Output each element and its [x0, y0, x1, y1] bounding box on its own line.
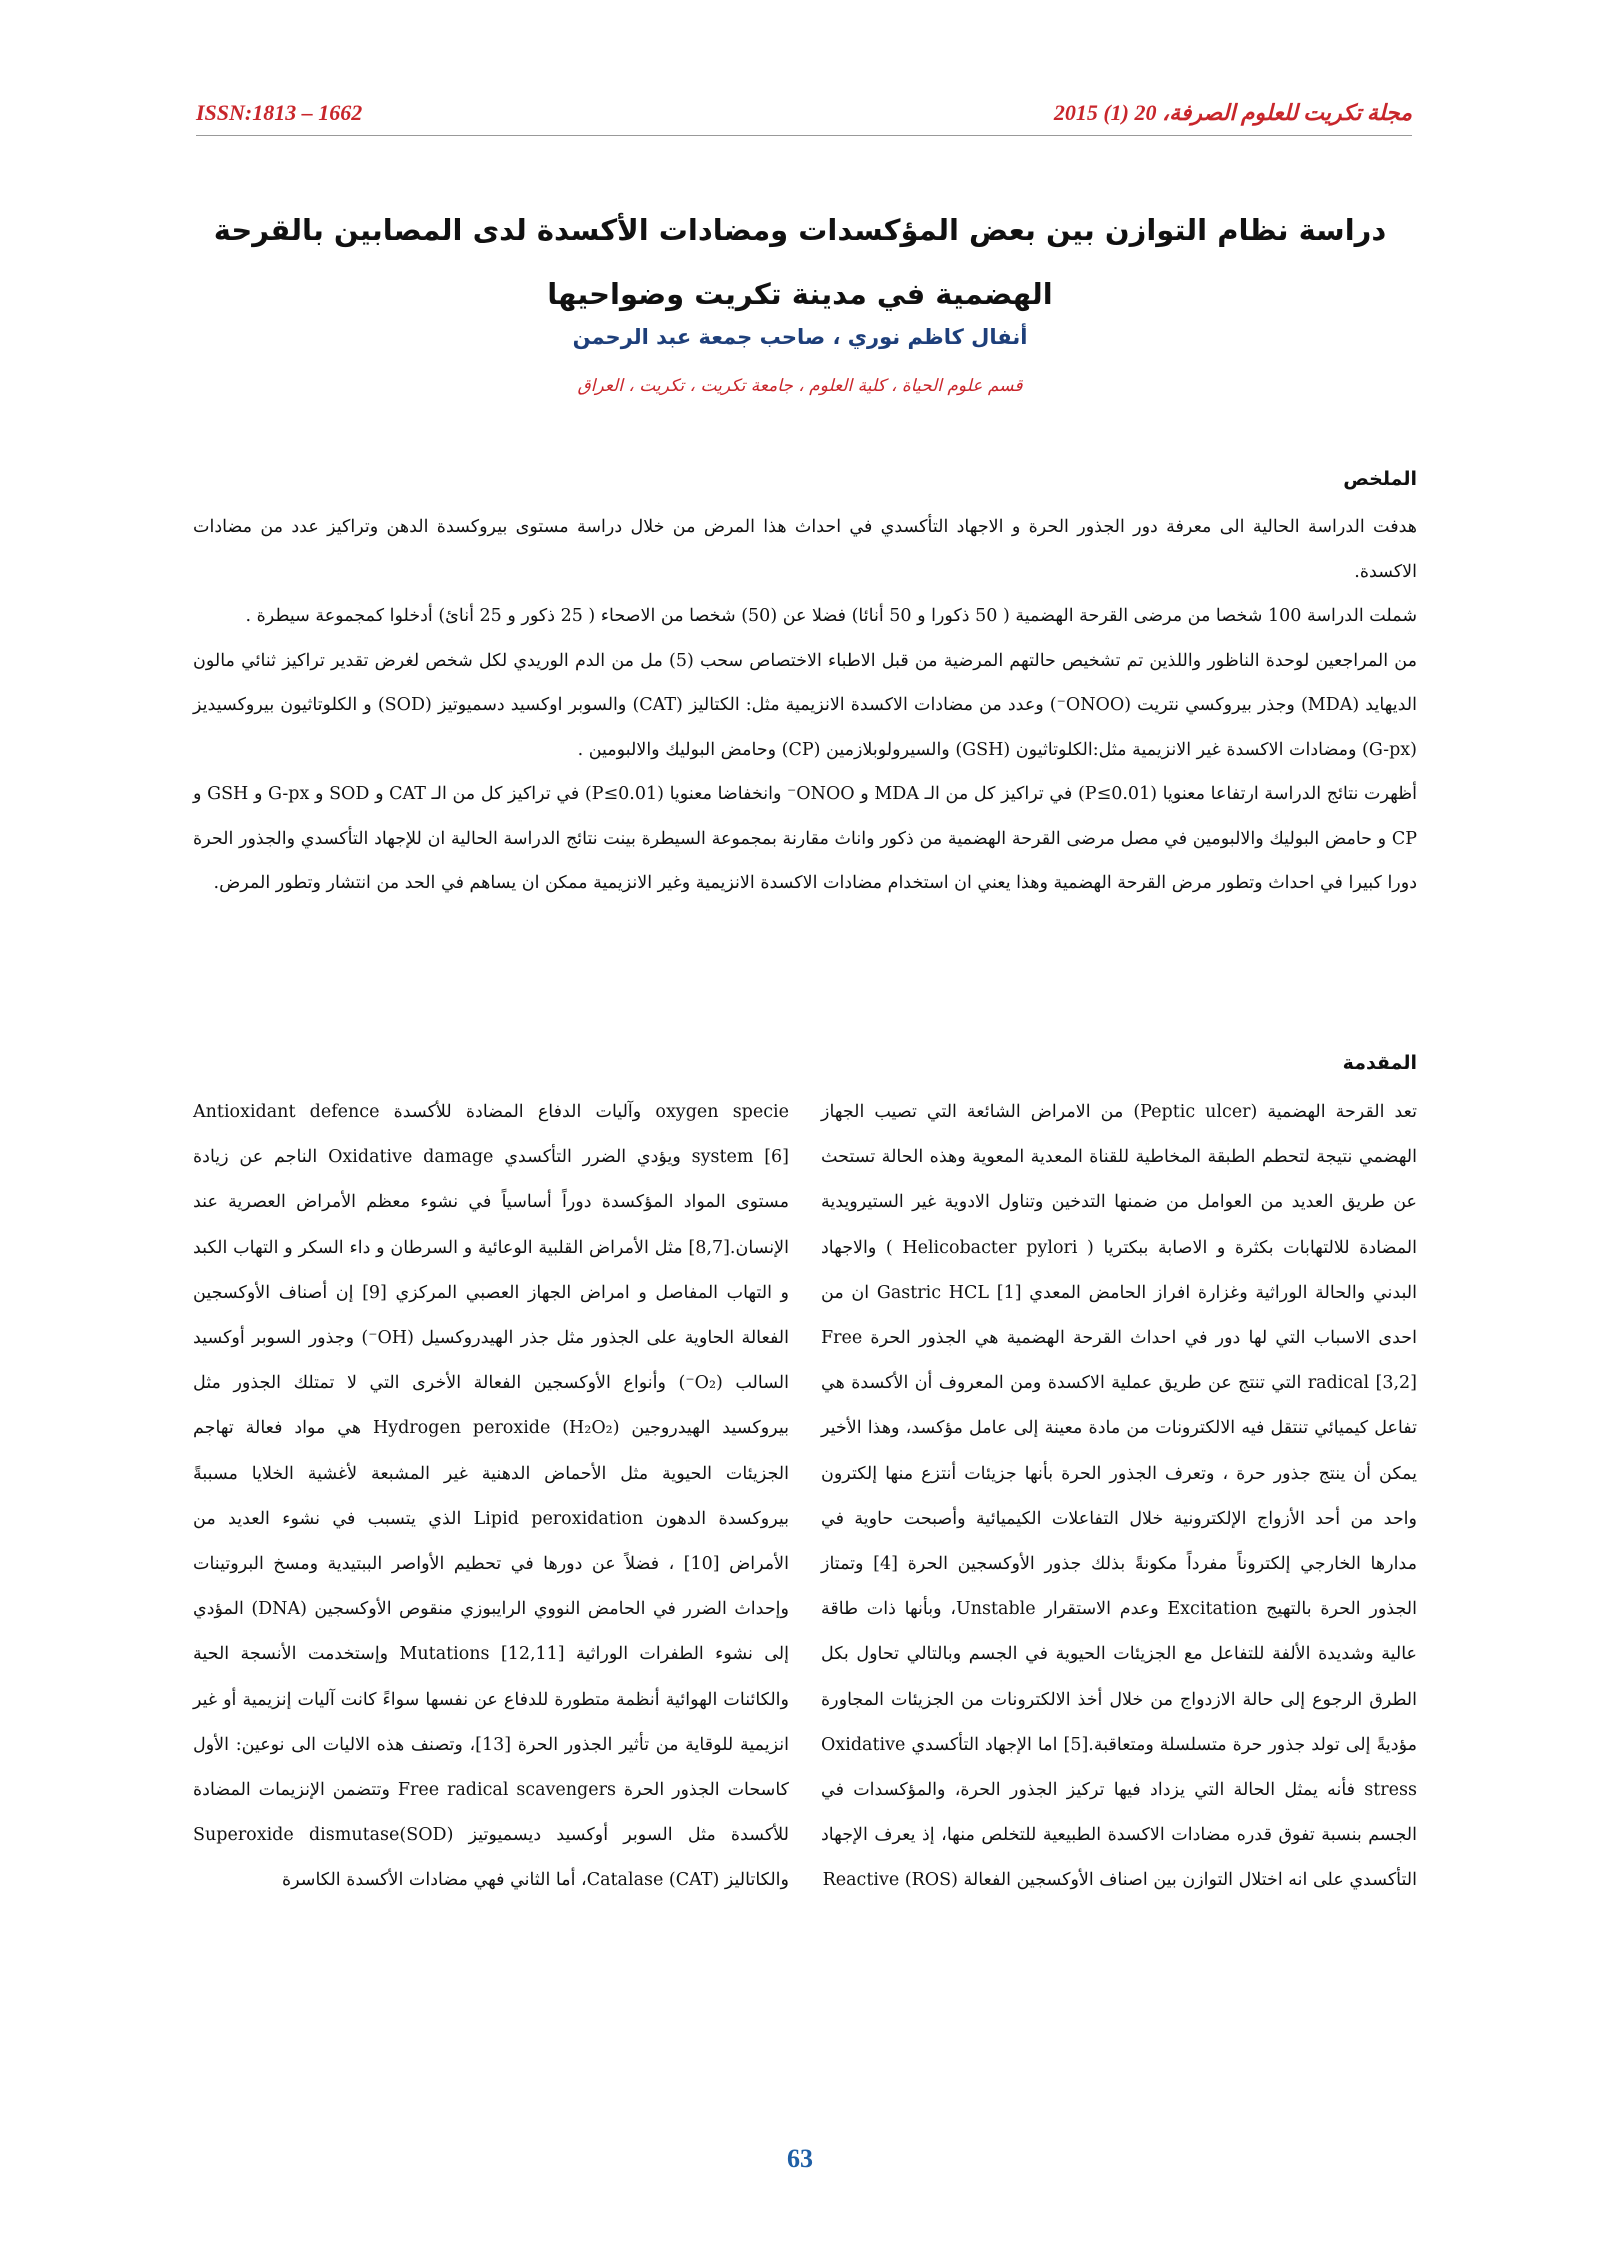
abstract-paragraph-aim: هدفت الدراسة الحالية الى معرفة دور الجذور الحرة و الاجهاد التأكسدي في احداث هذا المرض من خلال دراسة مستوى بيروكسدة الدهن وتراكيز عدد من مضادات الاكسدة. [193, 517, 1417, 582]
journal-header: مجلة تكريت للعلوم الصرفة، 20 (1) 2015 [1053, 100, 1412, 125]
abstract-body [193, 505, 1417, 906]
authors: أنفال كاظم نوري ، صاحب جمعة عبد الرحمن [572, 325, 1028, 349]
abstract-paragraph-results: أظهرت نتائج الدراسة ارتفاعا معنويا (P≤0.01) في تراكيز كل من الـ MDA و ONOO⁻ وانخفاضا معنويا (P≤0.01) في تراكيز كل من الـ CAT و SOD و G-px و GSH و CP و حامض البوليك والالبومين في مصل مرضى القرحة الهضمية من ذكور واناث مقارنة بمجموعة السيطرة بينت نتائج الدراسة الحالية ان للإجهاد التأكسدي والجذور الحرة دورا كبيرا في احداث وتطور مرض القرحة الهضمية وهذا يعني ان استخدام مضادات الاكسدة الانزيمية وغير الانزيمية ممكن ان يساهم في الحد من انتشار وتطور المرض. [193, 784, 1418, 893]
page-number: 63 [787, 2144, 813, 2173]
abstract-paragraph-subjects: شملت الدراسة 100 شخصا من مرضى القرحة الهضمية ( 50 ذكورا و 50 أنائا) فضلا عن (50) شخصا من الاصحاء ( 25 ذكور و 25 أنائ) أدخلوا كمجموعة سيطرة . [245, 606, 1417, 626]
header-divider [196, 135, 1412, 136]
introduction-heading: المقدمة [1342, 1052, 1417, 1074]
abstract-paragraph-methods: من المراجعين لوحدة الناظور واللذين تم تشخيص حالتهم المرضية من قبل الاطباء الاختصاص سحب (5) مل من الدم الوريدي لكل شخص لغرض تقدير تراكيز ثنائي مالون الديهايد (MDA) وجذر بيروكسي نتريت (ONOO⁻) وعدد من مضادات الاكسدة الانزيمية مثل: الكتاليز (CAT) والسوبر اوكسيد دسميوتيز (SOD) و الكلوتاثيون بيروكسيديز (G-px) ومضادات الاكسدة غير الانزيمية مثل:الكلوتاثيون (GSH) والسيرولوبلازمين (CP) وحامض البوليك والالبومين . [193, 650, 1417, 760]
introduction-column-right: تعد القرحة الهضمية (Peptic ulcer) من الامراض الشائعة التي تصيب الجهاز الهضمي نتيجة لتحطم الطبقة المخاطية للقناة المعدية المعوية وهذه الحالة تستحث عن طريق العديد من العوامل من ضمنها التدخين وتناول الادوية غير الستيرويدية المضادة للالتهابات بكثرة و الاصابة ببكتريا ( Helicobacter pylori ) والاجهاد البدني والحالة الوراثية وغزارة افراز الحامض المعدي Gastric HCL [1] ان من احدى الاسباب التي لها دور في احداث القرحة الهضمية هي الجذور الحرة Free radical [3,2] التي تنتج عن طريق عملية الاكسدة ومن المعروف أن الأكسدة هي تفاعل كيميائي تنتقل فيه الالكترونات من مادة معينة إلى عامل مؤكسد، وهذا الأخير يمكن أن ينتج جذور حرة ، وتعرف الجذور الحرة بأنها جزيئات أنتزع منها إلكترون واحد من أحد الأزواج الإلكترونية خلال التفاعلات الكيميائية وأصبحت حاوية في مدارها الخارجي إلكتروناً مفرداً مكونةً بذلك جذور الأوكسجين الحرة [4] وتمتاز الجذور الحرة بالتهيج Excitation وعدم الاستقرار Unstable، وبأنها ذات طاقة عالية وشديدة الألفة للتفاعل مع الجزيئات الحيوية في الجسم وبالتالي تحاول بكل الطرق الرجوع إلى حالة الازدواج من خلال أخذ الالكترونات من الجزيئات المجاورة مؤديةً إلى تولد جذور حرة متسلسلة ومتعاقبة.[5] اما الإجهاد التأكسدي Oxidative stress فأنه يمثل الحالة التي يزداد فيها تركيز الجذور الحرة، والمؤكسدات في الجسم بنسبة تفوق قدره مضادات الاكسدة الطبيعية للتخلص منها، إذ يعرف الإجهاد التأكسدي على انه اختلال التوازن بين اصناف الأوكسجين الفعالة (ROS) Reactive [821, 1102, 1418, 1891]
abstract-heading: الملخص [1343, 468, 1417, 490]
affiliation: قسم علوم الحياة ، كلية العلوم ، جامعة تكريت ، تكريت ، العراق [577, 376, 1023, 396]
introduction-column-left: oxygen specie وآليات الدفاع المضادة للأكسدة Antioxidant defence system [6] ويؤدي الضرر التأكسدي Oxidative damage الناجم عن زيادة مستوى المواد المؤكسدة دوراً أساسياً في نشوء معظم الأمراض العصرية عند الإنسان.[8,7] مثل الأمراض القلبية الوعائية و السرطان و داء السكر و التهاب الكبد و التهاب المفاصل و امراض الجهاز العصبي المركزي [9] إن أصناف الأوكسجين الفعالة الحاوية على الجذور مثل جذر الهيدروكسيل (OH⁻) وجذور السوبر أوكسيد السالب (O₂⁻) وأنواع الأوكسجين الفعالة الأخرى التي لا تمتلك الجذور مثل بيروكسيد الهيدروجين Hydrogen peroxide (H₂O₂) هي مواد فعالة تهاجم الجزيئات الحيوية مثل الأحماض الدهنية غير المشبعة لأغشية الخلايا مسببةً بيروكسدة الدهون Lipid peroxidation الذي يتسبب في نشوء العديد من الأمراض [10] ، فضلاً عن دورها في تحطيم الأواصر الببتيدية ومسخ البروتينات وإحداث الضرر في الحامض النووي الرايبوزي منقوص الأوكسجين (DNA) المؤدي إلى نشوء الطفرات الوراثية Mutations [12,11] وإستخدمت الأنسجة الحية والكائنات الهوائية أنظمة متطورة للدفاع عن نفسها سواءً كانت آليات إنزيمية أو غير انزيمية للوقاية من تأثير الجذور الحرة [13]، وتصنف هذه الاليات الى نوعين: الأول كاسحات الجذور الحرة Free radical scavengers وتتضمن الإنزيمات المضادة للأكسدة مثل السوبر أوكسيد ديسميوتيز Superoxide dismutase(SOD) والكاتاليز Catalase (CAT)، أما الثاني فهي مضادات الأكسدة الكاسرة [193, 1102, 790, 1891]
issn-header: ISSN:1813 – 1662 [196, 100, 363, 125]
article-title: دراسة نظام التوازن بين بعض المؤكسدات ومضادات الأكسدة لدى المصابين بالقرحة الهضمية في مدينة تكريت وضواحيها [213, 213, 1387, 311]
